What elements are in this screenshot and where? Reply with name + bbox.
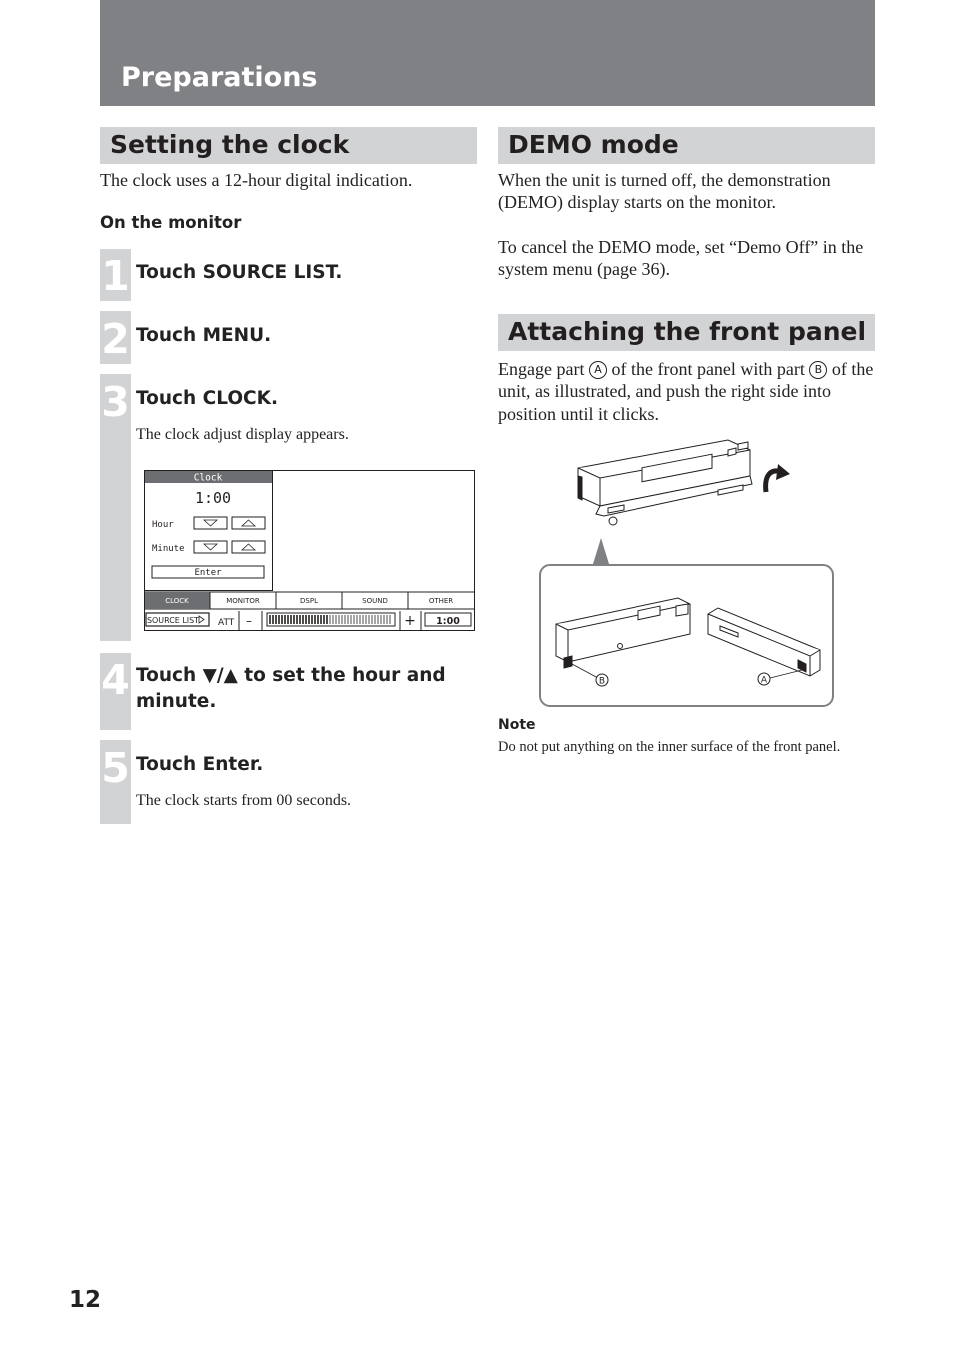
front-panel-instructions — [498, 358, 875, 425]
tab-other[interactable]: OTHER — [428, 597, 454, 605]
part-b-circled-mark: B — [809, 361, 827, 379]
step-1-text: Touch SOURCE LIST. — [136, 262, 343, 283]
volume-plus-button[interactable]: + — [404, 613, 416, 629]
source-list-label: SOURCE LIST — [147, 616, 200, 625]
front-panel-text-part-2: of the front panel with part — [606, 359, 810, 379]
section-title-demo: DEMO mode — [508, 130, 679, 159]
label-a: A — [760, 675, 768, 686]
hour-label: Hour — [152, 520, 174, 530]
section-heading-clock — [100, 127, 477, 164]
step-3-note: The clock adjust display appears. — [136, 426, 349, 443]
step-4-text: Touch ▼/▲ to set the hour and minute. — [136, 665, 446, 712]
section-title-clock: Setting the clock — [110, 130, 350, 159]
tab-sound[interactable]: SOUND — [362, 597, 388, 605]
step-5-number: 5 — [101, 744, 130, 792]
label-b: B — [598, 676, 606, 687]
demo-paragraph-2: To cancel the DEMO mode, set “Demo Off” in the system menu (page 36). — [498, 237, 864, 280]
subheading-on-monitor: On the monitor — [100, 213, 242, 232]
section-heading-demo — [498, 127, 875, 164]
volume-bar-ticks — [270, 615, 390, 624]
hour-up-button[interactable] — [232, 517, 265, 529]
enter-button-label: Enter — [194, 568, 222, 578]
step-5-text: Touch Enter. — [136, 754, 264, 775]
front-panel-text-part-3: of the unit, as illustrated, and push the right side into position until it clicks. — [498, 359, 874, 424]
front-panel-text-part-1: Engage part — [498, 359, 589, 379]
step-3-number: 3 — [101, 378, 130, 426]
volume-bar[interactable] — [267, 613, 395, 626]
step-4-number: 4 — [101, 656, 130, 704]
push-arrowhead-icon — [776, 464, 790, 480]
assembled-unit-drawing — [578, 440, 752, 525]
clock-panel-title: Clock — [193, 472, 223, 484]
front-panel-illustration — [538, 436, 836, 710]
minute-label: Minute — [152, 544, 185, 554]
att-button[interactable]: ATT — [218, 618, 235, 628]
step-2-text: Touch MENU. — [136, 325, 272, 346]
page-title: Preparations — [121, 62, 318, 93]
section-heading-front-panel — [498, 314, 875, 351]
clock-time-display: 1:00 — [194, 489, 232, 507]
page-number: 12 — [69, 1287, 102, 1313]
step-1-number: 1 — [101, 252, 130, 300]
clock-monitor-screen — [144, 470, 475, 631]
demo-paragraph-1: When the unit is turned off, the demonstration (DEMO) display starts on the monitor. — [498, 170, 831, 213]
note-title: Note — [498, 717, 536, 733]
step-3-text: Touch CLOCK. — [136, 388, 278, 409]
step-2-number: 2 — [101, 315, 130, 363]
hour-down-button[interactable] — [194, 517, 227, 529]
callout-pointer — [593, 538, 609, 564]
bottom-clock-time: 1:00 — [436, 616, 460, 627]
tab-dspl[interactable]: DSPL — [300, 597, 318, 605]
tab-monitor[interactable]: MONITOR — [226, 597, 260, 605]
volume-minus-button[interactable]: – — [246, 614, 252, 628]
tab-clock-label: CLOCK — [165, 597, 189, 605]
minute-up-button[interactable] — [232, 541, 265, 553]
header-banner — [100, 0, 875, 106]
section-title-front-panel: Attaching the front panel — [508, 317, 867, 346]
clock-intro: The clock uses a 12-hour digital indication. — [100, 170, 413, 190]
minute-down-button[interactable] — [194, 541, 227, 553]
part-a-circled-mark: A — [589, 361, 607, 379]
note-text: Do not put anything on the inner surface of the front panel. — [498, 739, 841, 755]
step-5-note: The clock starts from 00 seconds. — [136, 792, 352, 809]
